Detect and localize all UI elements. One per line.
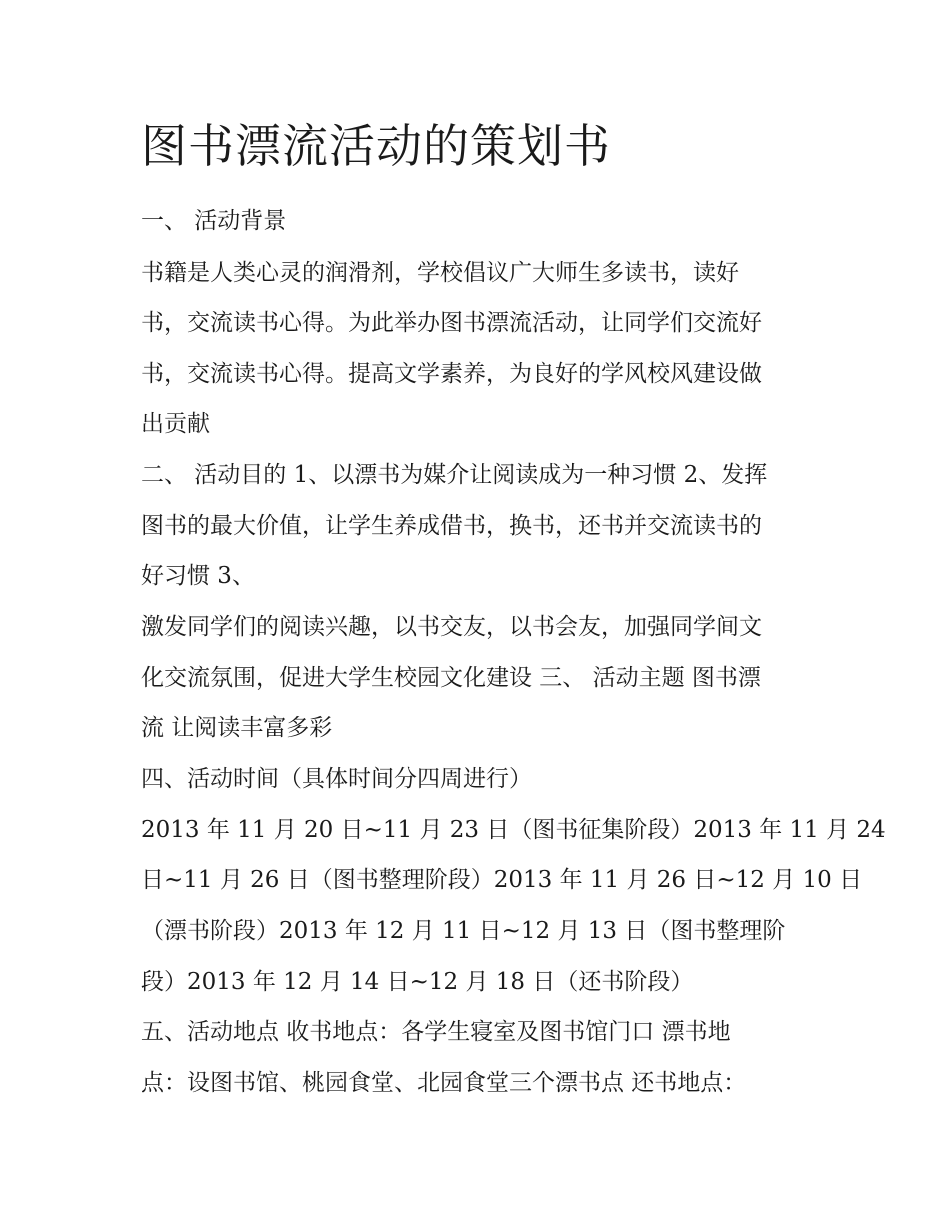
paragraph-line: 书籍是人类心灵的润滑剂，学校倡议广大师生多读书，读好 xyxy=(141,260,739,286)
section-heading-background: 一、 活动背景 xyxy=(141,208,287,234)
paragraph-line: 点：设图书馆、桃园食堂、北园食堂三个漂书点 还书地点： xyxy=(141,1070,747,1096)
paragraph-line: （漂书阶段）2013 年 12 月 11 日~12 月 13 日（图书整理阶 xyxy=(141,918,786,944)
paragraph-line: 2013 年 11 月 20 日~11 月 23 日（图书征集阶段）2013 年 11 月 24 xyxy=(141,817,886,843)
paragraph-line: 书，交流读书心得。为此举办图书漂流活动，让同学们交流好 xyxy=(141,310,762,336)
document-title: 图书漂流活动的策划书 xyxy=(141,119,611,173)
paragraph-line: 激发同学们的阅读兴趣，以书交友，以书会友，加强同学间文 xyxy=(141,614,762,640)
paragraph-line: 日~11 月 26 日（图书整理阶段）2013 年 11 月 26 日~12 月 10 日 xyxy=(141,867,863,893)
paragraph-line: 化交流氛围，促进大学生校园文化建设 三、 活动主题 图书漂 xyxy=(141,665,761,691)
section-heading-location: 五、活动地点 收书地点：各学生寝室及图书馆门口 漂书地 xyxy=(141,1019,731,1045)
section-heading-time: 四、活动时间（具体时间分四周进行） xyxy=(141,766,532,792)
paragraph-line: 段）2013 年 12 月 14 日~12 月 18 日（还书阶段） xyxy=(141,969,694,995)
paragraph-line: 流 让阅读丰富多彩 xyxy=(141,715,333,741)
paragraph-line: 图书的最大价值，让学生养成借书，换书，还书并交流读书的 xyxy=(141,513,762,539)
paragraph-line: 出贡献 xyxy=(141,411,210,437)
paragraph-line: 好习惯 3、 xyxy=(141,563,255,589)
section-heading-purpose: 二、 活动目的 1、以漂书为媒介让阅读成为一种习惯 2、发挥 xyxy=(141,462,768,488)
paragraph-line: 书，交流读书心得。提高文学素养，为良好的学风校风建设做 xyxy=(141,361,762,387)
